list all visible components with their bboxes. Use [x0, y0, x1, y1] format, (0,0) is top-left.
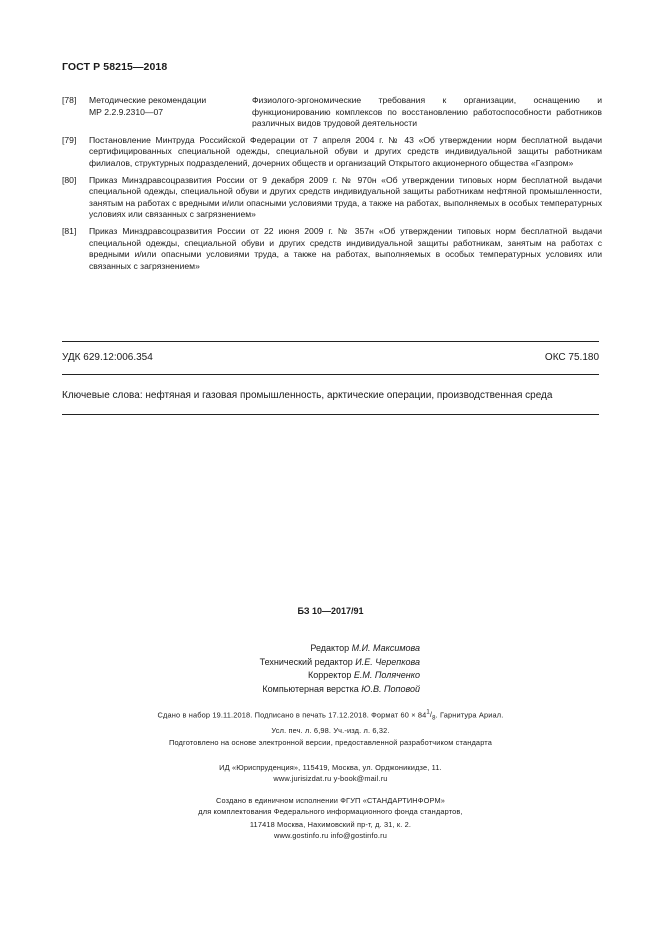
udk-code: УДК 629.12:006.354: [62, 352, 153, 363]
divider-top: [62, 341, 599, 342]
credit-tech-editor: Технический редактор И.Е. Черепкова: [259, 656, 420, 667]
reference-text: Приказ Минздравсоцразвития России от 22 июня 2009 г. № 357н «Об утверждении типовых норм бесплатной выдачи специальной одежды, специальной обуви и других средств индивидуальной защиты работникам, занятым на работах с вредными и/или опасными условиями труда, а также на работах, выполняемых в особых температурных условиях или связанных с загрязнением»: [89, 225, 602, 271]
page-header: ГОСТ Р 58215—2018: [62, 61, 168, 73]
reference-80: [62, 175, 602, 221]
keywords: Ключевые слова: нефтяная и газовая промышленность, арктические операции, производственная среда: [62, 390, 553, 401]
credit-proofreader: Корректор Е.М. Поляченко: [308, 670, 420, 680]
reference-doc-code: МР 2.2.9.2310—07: [89, 106, 164, 117]
divider-bottom: [62, 414, 599, 415]
reference-number: [80]: [62, 174, 77, 185]
reference-number: [79]: [62, 134, 77, 145]
credit-editor: Редактор М.И. Максимова: [310, 643, 420, 653]
credits: [230, 642, 420, 696]
reference-81: [62, 226, 602, 272]
reference-78: [62, 95, 602, 130]
reference-number: [81]: [62, 225, 77, 236]
bibliography: [62, 95, 602, 277]
prepared-note: Подготовлено на основе электронной версии, предоставленной разработчиком стандарта: [168, 738, 493, 747]
bz-number: БЗ 10—2017/91: [297, 606, 364, 616]
oks-code: ОКС 75.180: [544, 352, 599, 363]
address-info: 117418 Москва, Нахимовский пр-т, д. 31, к. 2. www.gostinfo.ru info@gostinfo.ru: [249, 820, 412, 840]
reference-doc-type: Методические рекомендации: [89, 95, 207, 105]
classification-row: [62, 352, 599, 363]
reference-text: Постановление Минтруда Российской Федерации от 7 апреля 2004 г. № 43 «Об утверждении норм бесплатной выдачи сертифицированных специальной одежды, специальной обуви и других средств индивидуальной защиты работникам филиалов, структурных подразделений, дочерних обществ и организаций Открытого акционерного общества «Газпром»: [89, 134, 602, 168]
print-sheets-line: Усл. печ. л. 6,98. Уч.-изд. л. 6,32.: [271, 725, 390, 735]
print-dates-line: Сдано в набор 19.11.2018. Подписано в печать 17.12.2018. Формат $60 \times 84^1/_8$. Гарнитура Ариал.: [157, 710, 504, 722]
print-details: [0, 708, 661, 736]
reference-text: Физиолого-эргономические требования к организации, оснащению и функционированию комплексов по восстановлению работоспособности работников различных видов трудовой деятельности: [252, 95, 602, 129]
reference-number: [78]: [62, 95, 77, 105]
reference-79: [62, 135, 602, 170]
created-info: Создано в единичном исполнении ФГУП «СТАНДАРТИНФОРМ» для комплектования Федерального информационного фонда стандартов,: [198, 796, 463, 816]
publisher-info: ИД «Юриспруденция», 115419, Москва, ул. Орджоникидзе, 11. www.jurisizdat.ru y-book@mail.ru: [219, 763, 442, 783]
reference-text: Приказ Минздравсоцразвития России от 9 декабря 2009 г. № 970н «Об утверждении типовых норм бесплатной выдачи специальной одежды, специальной обуви и других средств индивидуальной защиты работникам нефтяной промышленности, занятым на работах с вредными и/или опасными условиями труда, а также на работах, выполняемых в особых температурных условиях или связанных с загрязнением»: [89, 174, 602, 220]
divider-middle: [62, 374, 599, 375]
credit-layout: Компьютерная верстка Ю.В. Поповой: [262, 683, 420, 694]
